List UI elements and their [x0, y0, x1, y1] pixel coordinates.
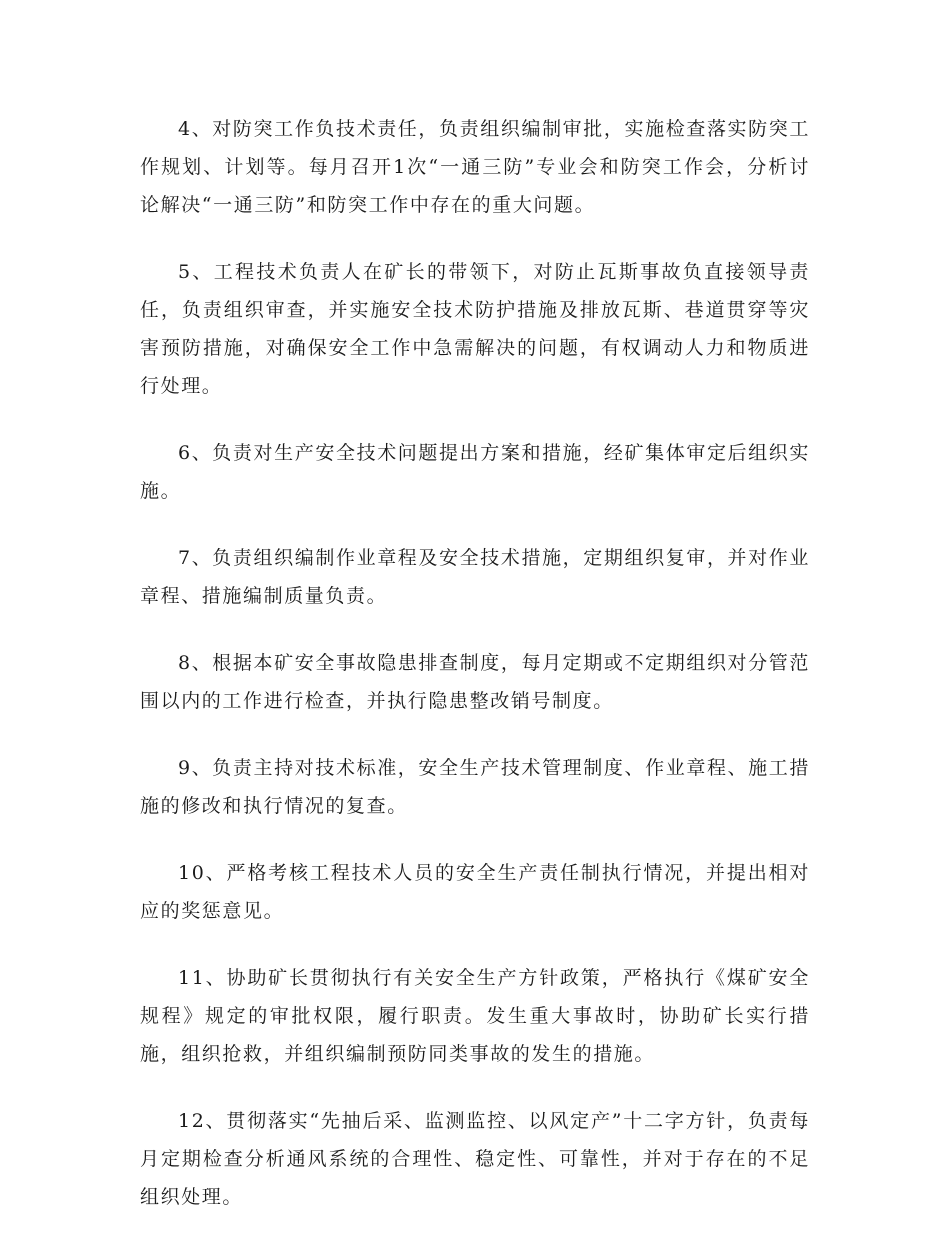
paragraph-item-9: 9、负责主持对技术标准，安全生产技术管理制度、作业章程、施工措施的修改和执行情况的复查。 [140, 757, 810, 817]
paragraph-item-10: 10、严格考核工程技术人员的安全生产责任制执行情况，并提出相对应的奖惩意见。 [140, 862, 810, 922]
paragraph-item-8: 8、根据本矿安全事故隐患排查制度，每月定期或不定期组织对分管范围以内的工作进行检查，并执行隐患整改销号制度。 [140, 652, 810, 712]
document-body [140, 110, 810, 1245]
paragraph-item-11: 11、协助矿长贯彻执行有关安全生产方针政策，严格执行《煤矿安全规程》规定的审批权限，履行职责。发生重大事故时，协助矿长实行措施，组织抢救，并组织编制预防同类事故的发生的措施。 [140, 967, 810, 1065]
paragraph-item-6: 6、负责对生产安全技术问题提出方案和措施，经矿集体审定后组织实施。 [140, 442, 810, 502]
paragraph-item-5: 5、工程技术负责人在矿长的带领下，对防止瓦斯事故负直接领导责任，负责组织审查，并实施安全技术防护措施及排放瓦斯、巷道贯穿等灾害预防措施，对确保安全工作中急需解决的问题，有权调动人力和物质进行处理。 [140, 261, 810, 397]
paragraph-item-4: 4、对防突工作负技术责任，负责组织编制审批，实施检查落实防突工作规划、计划等。每月召开1次“一通三防”专业会和防突工作会，分析讨论解决“一通三防”和防突工作中存在的重大问题。 [140, 118, 810, 216]
paragraph-item-12: 12、贯彻落实“先抽后采、监测监控、以风定产”十二字方针，负责每月定期检查分析通风系统的合理性、稳定性、可靠性，并对于存在的不足组织处理。 [140, 1110, 810, 1208]
paragraph-item-7: 7、负责组织编制作业章程及安全技术措施，定期组织复审，并对作业章程、措施编制质量负责。 [140, 547, 810, 607]
